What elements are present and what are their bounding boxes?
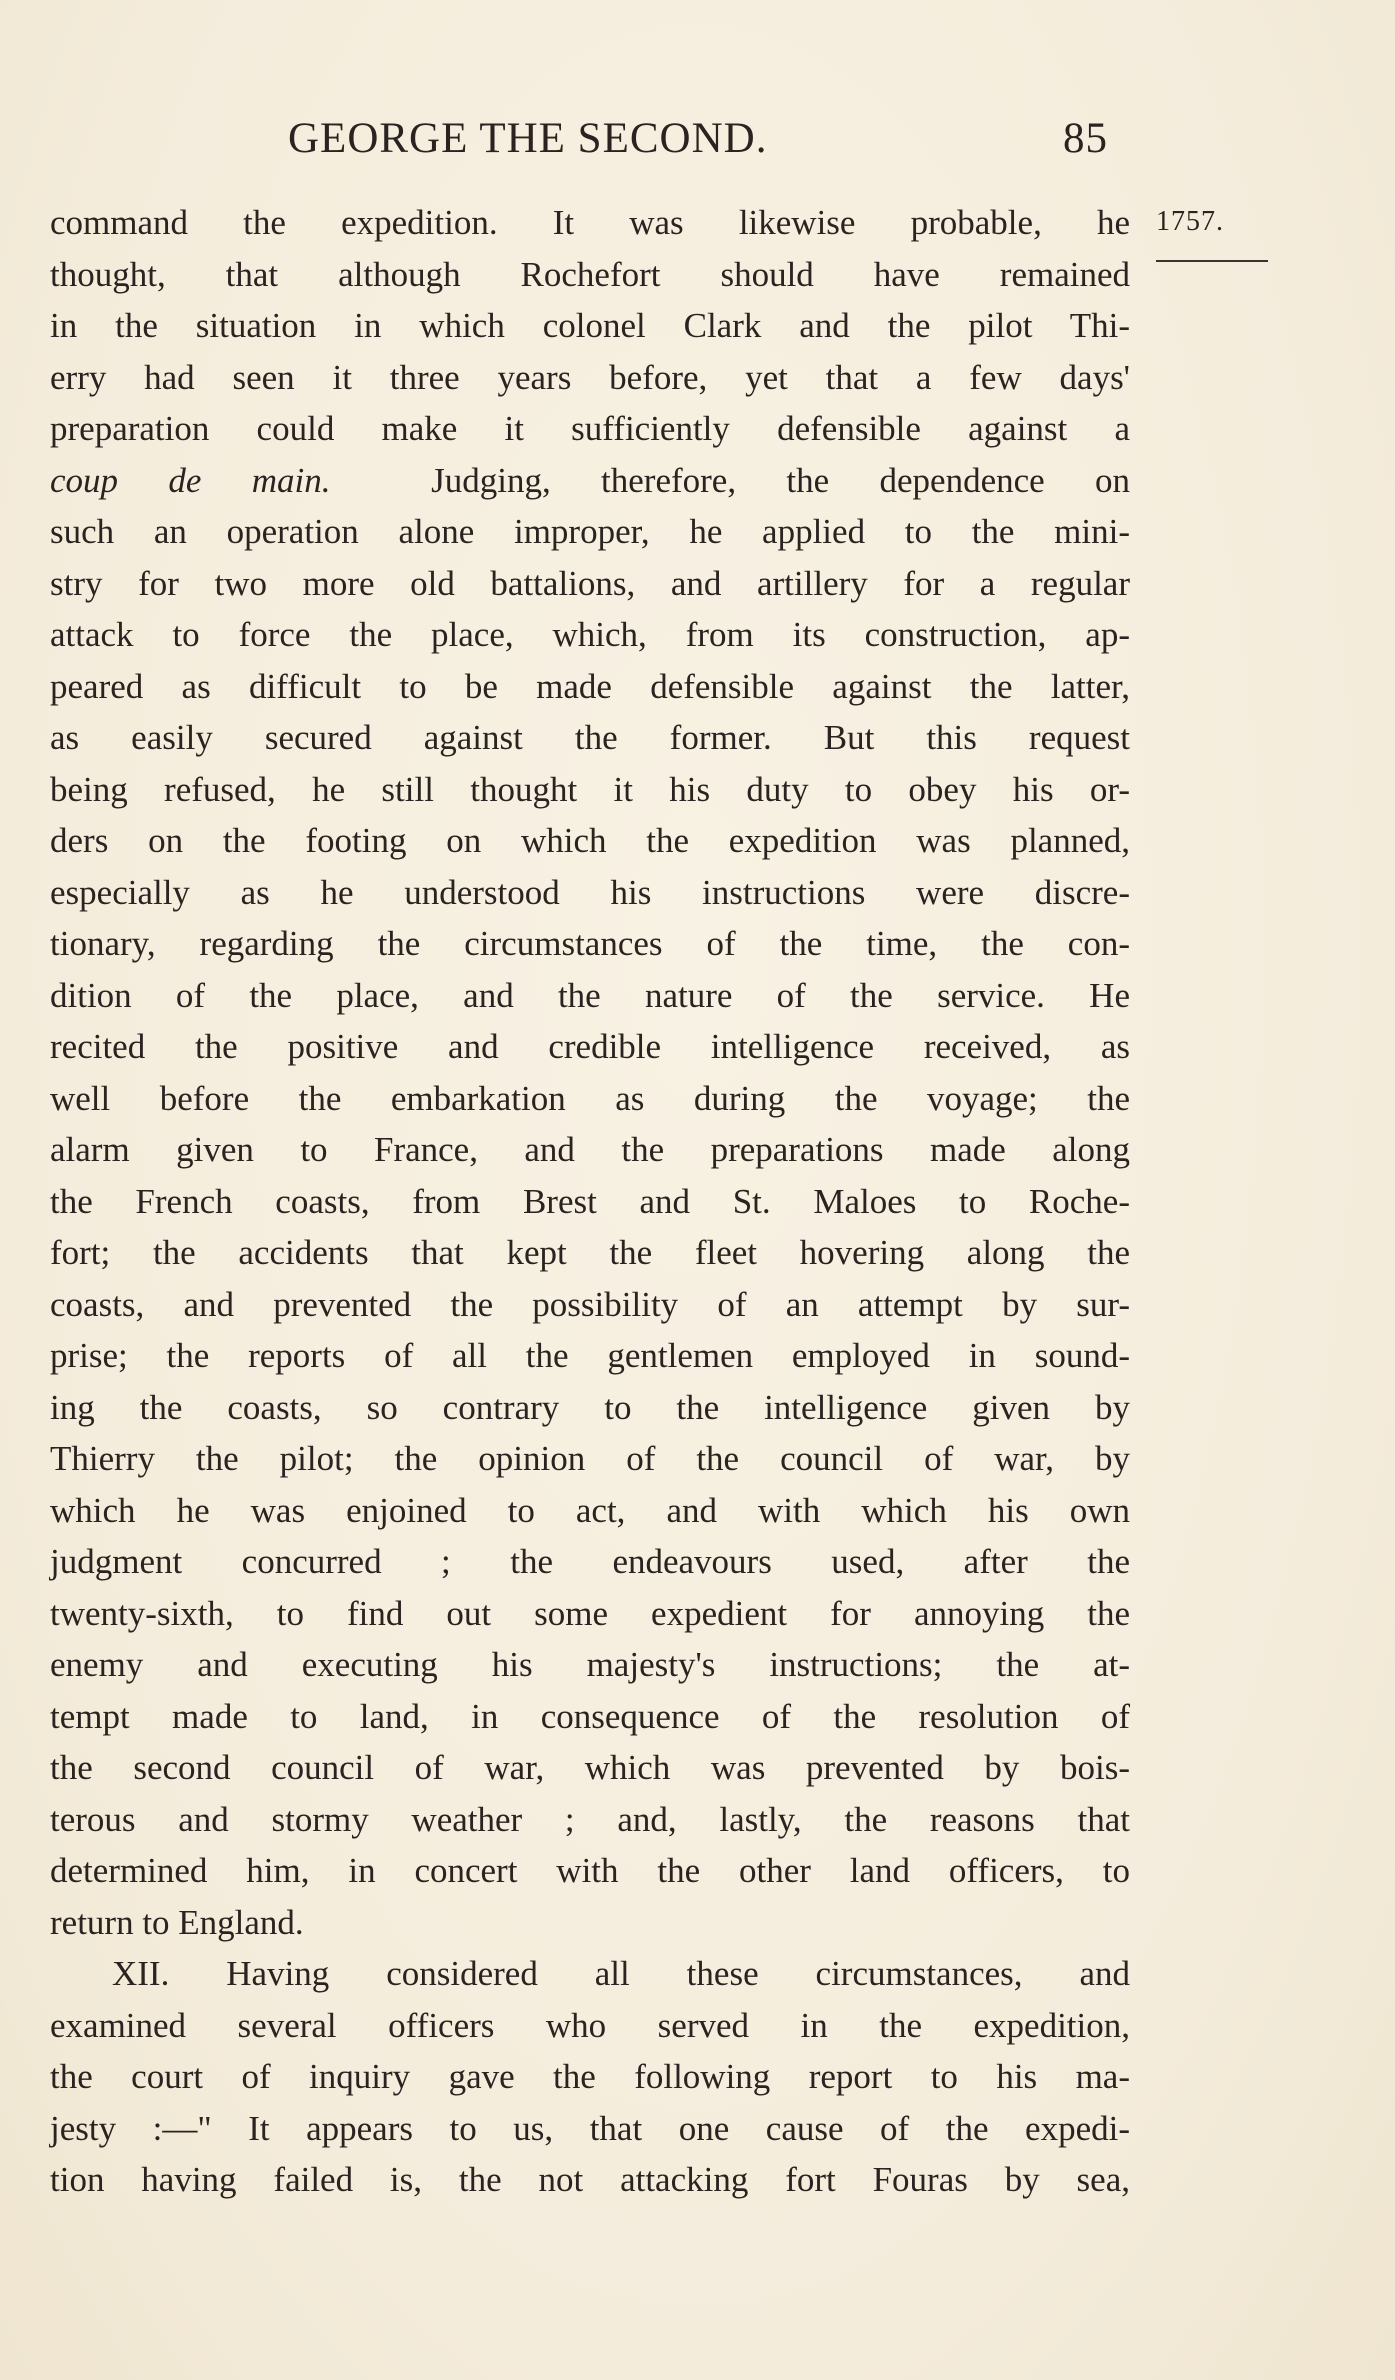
text-line: Thierry the pilot; the opinion of the council of war, by bbox=[50, 1439, 1130, 1478]
text-line: stry for two more old battalions, and artillery for a regular bbox=[50, 563, 1130, 603]
text-line: peared as difficult to be made defensible against the latter, bbox=[50, 666, 1130, 706]
text-line: as easily secured against the former. But this request bbox=[50, 718, 1130, 757]
text-line-continuation: Judging, therefore, the dependence on bbox=[431, 460, 1130, 500]
section-start-line: XII. Having considered all these circumstances, and bbox=[112, 1954, 1130, 1993]
text-line: fort; the accidents that kept the fleet hovering along the bbox=[50, 1233, 1130, 1272]
text-line: dition of the place, and the nature of the service. He bbox=[50, 975, 1130, 1015]
margin-year-note: 1757. bbox=[1156, 206, 1224, 237]
running-head bbox=[288, 114, 1108, 174]
text-line bbox=[50, 455, 1130, 507]
text-line: erry had seen it three years before, yet that a few days' bbox=[50, 357, 1130, 397]
text-line: thought, that although Rochefort should have remained bbox=[50, 254, 1130, 294]
text-line: alarm given to France, and the preparations made along bbox=[50, 1130, 1130, 1169]
text-line: twenty-sixth, to find out some expedient for annoying the bbox=[50, 1593, 1130, 1633]
text-line: tionary, regarding the circumstances of the time, the con- bbox=[50, 924, 1130, 963]
italic-phrase: coup de main. bbox=[50, 460, 331, 500]
text-line: determined him, in concert with the other land officers, to bbox=[50, 1851, 1130, 1890]
text-line: well before the embarkation as during the voyage; the bbox=[50, 1078, 1130, 1118]
text-line: command the expedition. It was likewise probable, he bbox=[50, 203, 1130, 242]
text-line: return to England. bbox=[50, 1902, 304, 1942]
text-line: the court of inquiry gave the following report to his ma- bbox=[50, 2057, 1130, 2096]
text-line: examined several officers who served in the expedition, bbox=[50, 2005, 1130, 2045]
text-line: such an operation alone improper, he applied to the mini- bbox=[50, 512, 1130, 551]
text-line: coasts, and prevented the possibility of an attempt by sur- bbox=[50, 1284, 1130, 1324]
text-line: recited the positive and credible intelligence received, as bbox=[50, 1027, 1130, 1066]
text-line: enemy and executing his majesty's instructions; the at- bbox=[50, 1645, 1130, 1684]
text-line: judgment concurred ; the endeavours used, after the bbox=[50, 1542, 1130, 1581]
running-head-title: GEORGE THE SECOND. bbox=[288, 115, 768, 162]
text-line: ing the coasts, so contrary to the intelligence given by bbox=[50, 1387, 1130, 1427]
body-text bbox=[50, 197, 1130, 2206]
text-line: tempt made to land, in consequence of the resolution of bbox=[50, 1696, 1130, 1736]
text-line: jesty :—" It appears to us, that one cause of the expedi- bbox=[50, 2108, 1130, 2148]
text-line: terous and stormy weather ; and, lastly, the reasons that bbox=[50, 1799, 1130, 1839]
text-line: preparation could make it sufficiently defensible against a bbox=[50, 409, 1130, 448]
text-line: tion having failed is, the not attacking fort Fouras by sea, bbox=[50, 2160, 1130, 2199]
text-line: prise; the reports of all the gentlemen employed in sound- bbox=[50, 1336, 1130, 1375]
margin-rule bbox=[1156, 260, 1268, 262]
text-line: being refused, he still thought it his duty to obey his or- bbox=[50, 769, 1130, 809]
text-line: ders on the footing on which the expedition was planned, bbox=[50, 821, 1130, 860]
text-line: which he was enjoined to act, and with which his own bbox=[50, 1490, 1130, 1530]
text-line: in the situation in which colonel Clark and the pilot Thi- bbox=[50, 306, 1130, 345]
page-number: 85 bbox=[1063, 115, 1108, 162]
text-line: the French coasts, from Brest and St. Maloes to Roche- bbox=[50, 1181, 1130, 1221]
text-line: attack to force the place, which, from its construction, ap- bbox=[50, 615, 1130, 654]
text-line: the second council of war, which was prevented by bois- bbox=[50, 1748, 1130, 1787]
text-line: especially as he understood his instructions were discre- bbox=[50, 872, 1130, 912]
